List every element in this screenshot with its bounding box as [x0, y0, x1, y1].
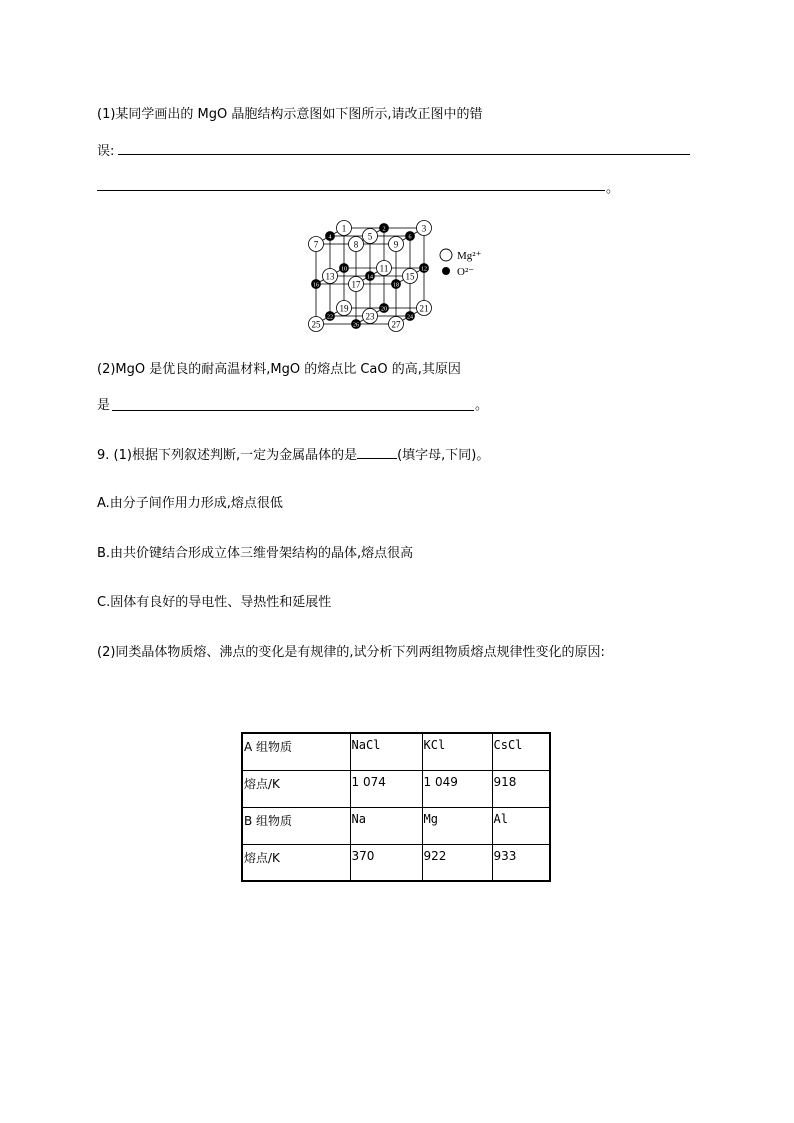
table-cell: 370 [350, 844, 422, 881]
answer-blank-1[interactable] [118, 154, 690, 155]
ion-number-label: 17 [351, 279, 361, 290]
table-cell: NaCl [350, 733, 422, 770]
ion-number-label: 27 [391, 319, 401, 330]
table-cell: 933 [492, 844, 550, 881]
legend-mg-label: Mg²⁺ [457, 250, 482, 262]
table-cell: 1 049 [422, 770, 492, 807]
table-cell: CsCl [492, 733, 550, 770]
answer-blank-4[interactable] [357, 446, 397, 459]
ion-number-label: 3 [421, 223, 427, 234]
q9-part2: (2)同类晶体物质熔、沸点的变化是有规律的,试分析下列两组物质熔点规律性变化的原因: [97, 645, 605, 660]
ion-number-label: 25 [311, 319, 321, 330]
ion-number-label: 1 [341, 223, 347, 234]
ion-number-label: 16 [313, 282, 319, 289]
melting-point-table [241, 732, 551, 882]
q9-stem-line [97, 446, 489, 465]
legend-mg-circle [440, 249, 452, 261]
answer-blank-3[interactable] [112, 410, 474, 411]
table-cell: Na [350, 807, 422, 844]
mgo-unit-cell-diagram [300, 216, 500, 338]
q8-part1-line1: (1)某同学画出的 MgO 晶胞结构示意图如下图所示,请改正图中的错 [97, 107, 483, 122]
q9-stem: 9. (1)根据下列叙述判断,一定为金属晶体的是 [97, 448, 358, 463]
table-cell: Al [492, 807, 550, 844]
option-c: C.固体有良好的导电性、导热性和延展性 [97, 595, 332, 610]
table-row [242, 733, 550, 770]
ion-number-label: 19 [339, 303, 349, 314]
table-cell: KCl [422, 733, 492, 770]
ion-number-label: 5 [367, 231, 373, 242]
legend-o-dot [442, 267, 450, 275]
q8-part2-line2-prefix: 是 [97, 398, 111, 413]
ion-number-label: 14 [367, 274, 373, 281]
ion-number-label: 18 [393, 282, 399, 289]
ion-layer [309, 221, 432, 332]
table-cell: B 组物质 [242, 807, 350, 844]
ion-number-label: 21 [419, 303, 429, 314]
table-cell: 922 [422, 844, 492, 881]
q8-part2-line2-suffix: 。 [475, 398, 489, 413]
ion-number-label: 15 [405, 271, 415, 282]
answer-blank-2[interactable] [97, 190, 605, 191]
ion-number-label: 13 [325, 271, 335, 282]
ion-number-label: 9 [393, 239, 399, 250]
table-cell: 熔点/K [242, 770, 350, 807]
ion-number-label: 4 [328, 234, 332, 241]
ion-number-label: 7 [313, 239, 319, 250]
q8-part2-line1: (2)MgO 是优良的耐高温材料,MgO 的熔点比 CaO 的高,其原因 [97, 362, 461, 377]
ion-number-label: 8 [353, 239, 359, 250]
q8-part1-line2-prefix: 误: [97, 144, 115, 159]
ion-number-label: 10 [341, 266, 347, 273]
option-a: A.由分子间作用力形成,熔点很低 [97, 496, 283, 511]
table-cell: 918 [492, 770, 550, 807]
ion-number-label: 11 [379, 263, 389, 274]
table-row [242, 770, 550, 807]
table-cell: 1 074 [350, 770, 422, 807]
ion-number-label: 2 [382, 226, 386, 233]
ion-number-label: 6 [408, 234, 412, 241]
q8-part1-line3-suffix: 。 [606, 181, 620, 196]
ion-number-label: 23 [365, 311, 375, 322]
table-cell: Mg [422, 807, 492, 844]
ion-number-label: 22 [327, 314, 333, 321]
legend-o-label: O²⁻ [457, 266, 475, 278]
table-row [242, 807, 550, 844]
option-b: B.由共价键结合形成立体三维骨架结构的晶体,熔点很高 [97, 546, 414, 561]
ion-number-label: 12 [421, 266, 427, 273]
table-row [242, 844, 550, 881]
ion-number-label: 24 [407, 314, 413, 321]
table-cell: A 组物质 [242, 733, 350, 770]
ion-number-label: 26 [353, 322, 359, 329]
table-cell: 熔点/K [242, 844, 350, 881]
q9-stem-suffix: (填字母,下同)。 [397, 448, 490, 463]
ion-number-label: 20 [381, 306, 387, 313]
